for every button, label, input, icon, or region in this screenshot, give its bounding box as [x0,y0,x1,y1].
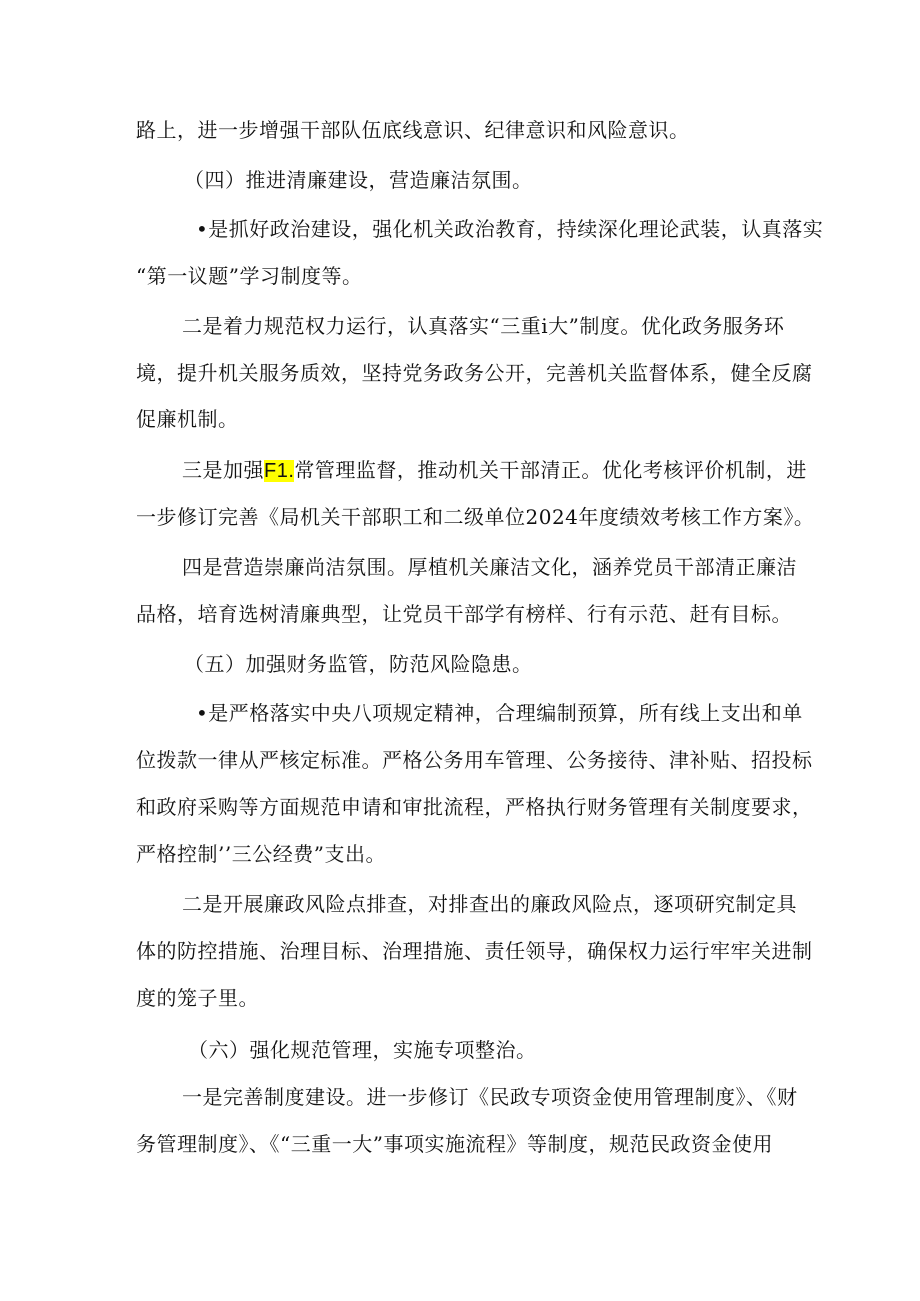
paragraph-line: 二是开展廉政风险点排查，对排查出的廉政风险点，逐项研究制定具 [182,892,797,916]
paragraph-line: 境，提升机关服务质效，坚持党务政务公开，完善机关监督体系，健全反腐 [136,361,813,385]
paragraph-line: 一步修订完善《局机关干部职工和二级单位2024年度绩效考核工作方案》。 [136,505,815,529]
paragraph-line: 位拨款一律从严核定标准。严格公务用车管理、公务接待、津补贴、招投标 [136,748,813,772]
paragraph-line: 严格控制’’三公经费”支出。 [136,842,386,866]
paragraph-line: •是严格落实中央八项规定精神，合理编制预算，所有线上支出和单 [196,701,803,725]
paragraph-line: “第一议题”学习制度等。 [136,264,363,288]
text-before-highlight: 三是加强 [182,458,264,482]
paragraph-line-highlighted [182,456,842,485]
paragraph-line: 品格，培育选树清廉典型，让党员干部学有榜样、行有示范、赶有目标。 [136,602,792,626]
text-after-highlight: 常管理监督，推动机关干部清正。优化考核评价机制，进 [294,458,807,482]
paragraph-line: 度的笼子里。 [136,986,259,1010]
paragraph-line: 二是着力规范权力运行，认真落实“三重i大”制度。优化政务服务环 [182,314,785,338]
section-heading-6: （六）强化规范管理，实施专项整治。 [188,1038,537,1062]
paragraph-line: •是抓好政治建设，强化机关政治教育，持续深化理论武装，认真落实 [196,217,824,241]
paragraph-line: 促廉机制。 [136,407,239,431]
section-heading-4: （四）推进清廉建设，营造廉洁氛围。 [184,168,533,192]
paragraph-line: 和政府采购等方面规范申请和审批流程，严格执行财务管理有关制度要求， [136,795,813,819]
paragraph-line: 路上，进一步增强干部队伍底线意识、纪律意识和风险意识。 [136,118,690,142]
paragraph-line: 体的防控措施、治理目标、治理措施、责任领导，确保权力运行牢牢关进制 [136,939,813,963]
highlighted-text: F1. [264,460,295,482]
paragraph-line: 一是完善制度建设。进一步修订《民政专项资金使用管理制度》、《财 [182,1085,798,1109]
section-heading-5: （五）加强财务监管，防范风险隐患。 [184,652,533,676]
paragraph-line: 四是营造崇廉尚洁氛围。厚植机关廉洁文化，涵养党员干部清正廉洁 [182,555,797,579]
paragraph-line: 务管理制度》、《“三重一大”事项实施流程》等制度，规范民政资金使用 [136,1132,773,1156]
